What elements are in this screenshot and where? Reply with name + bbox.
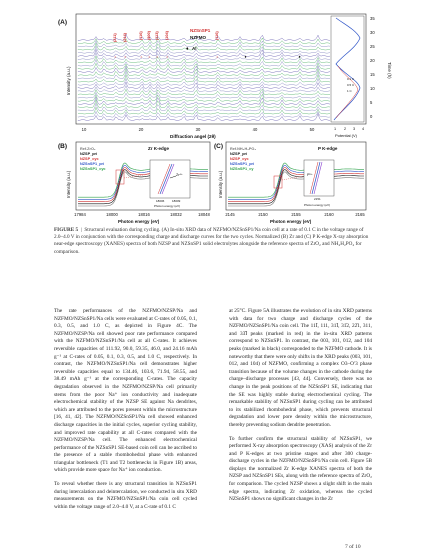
peak-label: (113) [155,31,159,40]
time-tick: 10 [370,86,375,91]
inset-x-tick: 1 [333,127,337,131]
xrd-pattern-line [78,66,330,73]
nzsnsp1-peak-marker: • [124,54,126,59]
xrd-pattern-line [78,89,330,95]
x-tick: 2155 [291,212,301,217]
x-tick: 40 [252,127,258,132]
legend-al-marker: ♦ [186,46,189,52]
figure-caption: FIGURE 5 | Structural evaluation during cycling. (A) In-situ XRD data of NZFMO/NZSnSP1/Na coin cell at a rate of 0.1 C in the voltage range of 2.0–4.0 V in conjunction with the corresponding charge and discharge curves for the two cycles. Normalized (B) Zr and (C) P K-edge X-ray absorption near-edge spectroscopy (XANES) spectra of both NZSP and NZSnSP1 solid electrolytes alongside the reference spectra of ZrO₂ and NH₄H₂PO₄ for comparison. [54,227,369,255]
panel-a-label: (A) [58,19,68,26]
legend-al: Al [192,46,197,51]
legend-nzsp-pri: NZSP_pri [230,152,248,156]
x-tick: 2145 [225,212,235,217]
x-tick: 2160 [324,212,334,217]
xrd-pattern-line [78,82,330,88]
left-column [54,308,197,517]
panel-b-xticks [74,212,210,217]
time-tick: 5 [370,100,373,105]
panel-b-label: (B) [58,143,68,150]
inset-rate-label: 1 C [347,89,352,93]
nzsnsp1-peak-marker: • [114,54,116,59]
legend-nzfmo: NZFMO [190,35,206,40]
panel-a-xlabel: Diffraction angel (2θ) [170,134,216,139]
legend-nzsp-cyc: NZSP_cyc [230,157,249,161]
panel-b-edge: Zr K-edge [148,146,170,151]
inset-x-tick: 3 [352,127,356,131]
peak-label: (300) [147,31,151,40]
panel-c-edge: P K-edge [318,146,338,151]
time-tick: 25 [370,44,375,49]
al-peak-marker: ♦ [298,54,301,59]
zr-inset-tick: 18009 [172,199,181,203]
panel-c-label: (C) [214,143,224,150]
x-tick: 10 [81,127,87,132]
panel-b-legend [80,147,106,171]
xrd-pattern-line [78,86,330,92]
xanes-spectrum-line [228,167,364,201]
x-tick: 18048 [198,212,210,217]
time-tick: 20 [370,58,375,63]
x-tick: 2165 [355,212,365,217]
legend-nzsnsp1-pri: NZSnSP1_pri [80,162,105,166]
time-tick: 35 [370,16,375,21]
legend-nzsnsp1-pri: NZSnSP1_pri [230,162,255,166]
legend-nzsnsp1-cyc: NZSnSP1_cyc [80,167,106,171]
al-peak-marker: ♦ [244,54,247,59]
caption-lead: FIGURE 5 [54,227,79,233]
xanes-spectrum-line [228,172,364,206]
legend-nzsp-cyc: NZSP_cyc [80,157,99,161]
zr-inset-annotation: Zr⁴⁺ [176,173,183,177]
time-yticks [370,16,375,119]
x-tick: 30 [195,127,201,132]
right-column [229,308,372,510]
xrd-pattern-line [78,43,330,50]
time-ylabel: Time (h) [387,62,392,79]
x-tick: 18000 [106,212,118,217]
inset-x-tick: 2 [343,127,347,131]
nzsnsp1-peak-marker: • [166,54,168,59]
time-tick: 30 [370,30,375,35]
legend-nzsnsp1-cy: NZSnSP1_cy [230,167,254,171]
zr-inset-frame [150,160,190,198]
panel-b-ylabel: Intensity (a.u.) [66,170,71,198]
zr-inset-tick: 18006 [156,199,165,203]
x-tick: 50 [309,127,315,132]
time-tick: 15 [370,72,375,77]
page-number: 7 of 10 [345,544,361,550]
peak-label: (214) [123,33,127,42]
inset-xticks [334,127,364,131]
figure-5 [0,0,427,232]
x-tick: 18032 [170,212,182,217]
legend-nzsnsp1: NZSnSP1 [190,28,211,33]
xrd-pattern-line [78,107,330,114]
inset-xlabel: Potential (V) [335,133,358,138]
panel-c-ylabel: Intensity (a.u.) [218,170,223,198]
panel-c-xticks [225,212,365,217]
panel-c-xlabel: Photon energy (eV) [270,219,312,224]
panel-a-xticks [82,127,315,132]
inset-x-tick: 4 [361,127,365,131]
paragraph: at 25°C. Figure 5A illustrates the evolution of in situ XRD patterns with data for two charge and discharge cycles of the NZFMO/NZSnSP1/Na coin cell. The 11Ī, 111, 31Ī, 31̄2, 22̄1, 311, and 33̄Ī peaks (marked in red) in the in-situ XRD patterns correspond to NZSnSP1. In contrast, the 003, 101, 012, and 104 peaks (marked in black) corresponded to the NZFMO cathode. It is noteworthy that there were only shifts in the XRD peaks (003, 101, 012, and 104) of NZFMO, confirming a complex O3–O′3 phase transition because of the volume changes in the cathode during the charge–discharge processes [43, 44]. Conversely, there was no change in the peak positions of the NZSnSP1 SE, indicating that the SE was highly stable during electrochemical cycling. The remarkable stability of NZSnSP1 during cycling can be attributed to its stabilized rhombohedral phase, which prevents structural degradation and lower pore density within the microstructure, thereby preventing sodium dendrite penetration. [229,308,372,428]
nzsnsp1-peak-marker: • [140,54,142,59]
xrd-patterns [78,34,330,120]
legend-ref-nh4h2po4: Ref.NH₄H₂PO₄ [230,147,257,151]
paragraph: To further confirm the structural stability of NZSnSP1, we performed X-ray absorption spectroscopy (XAS) analysis of the Zr and P K-edges at two pristine stages and after 300 charge-discharge cycles in the NZFMO/NZSnSP1/Na coin cell. Figure 5B displays the normalized Zr K-edge XANES spectra of both the NZSP and NZSnSP1 SEs, along with the reference spectra of ZrO₂ for comparison. The cycled NZSP shows a slight shift in the main edge spectra, indicating Zr oxidation, whereas the cycled NZSnSP1 shows no significant changes in the Zr [229,435,372,503]
paragraph: The rate performances of the NZFMO/NZSP/Na and NZFMO/NZSnSP1/Na cells were evaluated at C-rates of 0.05, 0.1, 0.3, 0.5, and 1.0 C, as depicted in Figure 4C. The NZFMO/NZSP/Na cell showed poor rate performance compared with the NZFMO/NZSnSP1/Na cell at all C-rates. It achieves reversible capacities of 111.92, 90.0, 59.35, 46.0, and 24.16 mAh g⁻¹ at C-rates of 0.05, 0.1, 0.3, 0.5, and 1.0 C, respectively. In contrast, the NZFMO/NZSnSP1/Na cell demonstrates higher reversible capacities equal to 134.46, 103.6, 71.94, 58.55, and 38.49 mAh g⁻¹ at the corresponding C-rates. The capacity degradation observed in the NZFMO/NZSP/Na cell primarily stems from the poor Na⁺ ion conductivity and inadequate electrochemical stability of the NZSP SE against Na dendrites, which are attributed to the pores present within the microstructure [16, 41, 42]. The NZFMO/NZSnSP1/Na cell showed enhanced discharge capacities in the initial cycles, superior cycling stability, and improved rate capability at all C-rates compared with the NZFMO/NZSP/Na cell. The enhanced electrochemical performance of the NZSnSP1 SE-based coin cell can be ascribed to the presence of a stable rhombohedral phase with enhanced triangular bottleneck (T1 and T2 bottlenecks in Figure 1B) areas, which provide more space for Na⁺ ion conduction. [54,308,197,474]
xrd-pattern-line [78,71,330,79]
xanes-spectrum-line [228,170,364,204]
panel-a-ylabel: Intensity (a.u.) [66,66,71,95]
x-tick: 2150 [258,212,268,217]
paragraph: To reveal whether there is any structural transition in NZSnSP1 during intercalation and deintercalation, we conducted in situ XRD measurements on the NZFMO/NZSnSP1/Na coin cell cycled within the voltage range of 2.0–4.0 V, at a C-rate of 0.1 C [54,481,197,510]
xrd-pattern-line [78,111,330,117]
peak-label: (116) [215,31,219,40]
x-tick: 18016 [138,212,150,217]
x-tick: 20 [138,127,144,132]
caption-text: Structural evaluation during cycling. (A) In-situ XRD data of NZFMO/NZSnSP1/Na coin cell at a rate of 0.1 C in the voltage range of 2.0–4.0 V in conjunction with the corresponding charge and discharge curves for the two cycles. Normalized (B) Zr and (C) P K-edge X-ray absorption near-edge spectroscopy (XANES) spectra of both NZSP and NZSnSP1 solid electrolytes alongside the reference spectra of ZrO₂ and NH₄H₂PO₄ for comparison. [54,227,369,255]
panel-b-xlabel: Photon energy (eV) [118,219,160,224]
nzsnsp1-peak-marker: • [216,54,218,59]
zr-inset-xlabel: Photon energy (eV) [154,204,181,208]
nzsnsp1-peak-marker: • [148,54,150,59]
p-inset-annotation: P⁵⁺ [307,173,313,177]
legend-ref-zro2: Ref.ZrO₂ [80,147,96,151]
panel-c-legend [230,147,256,171]
peak-label: (211) [113,33,117,42]
inset-rate-label: 0.5 C [347,83,355,87]
legend-nzsp-pri: NZSP_pri [80,152,98,156]
xrd-pattern-line [78,75,330,82]
time-tick: 0 [370,114,373,119]
peak-label: (104) [165,31,169,40]
p-inset-xlabel: Photon energy (eV) [304,203,331,207]
p-inset-tick: 2151 [314,197,321,201]
inset-rate-label: 0.1 C [347,77,355,81]
x-tick: 17984 [74,212,86,217]
peak-label: (116) [139,31,143,40]
nzsnsp1-peak-marker: • [156,54,158,59]
